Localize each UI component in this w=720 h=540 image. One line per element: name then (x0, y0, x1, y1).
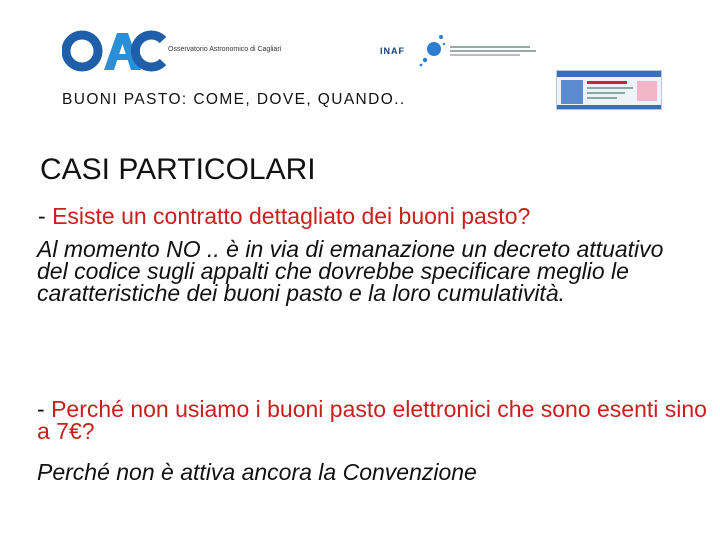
inaf-logo-text: INAF (380, 46, 405, 56)
meal-ticket-graphic (557, 71, 661, 109)
answer-1: Al momento NO .. è in via di emanazione un decreto attuativo del codice sugli appalti che dovrebbe specificare meglio le caratteristiche dei buoni pasto e la loro cumulatività. (37, 236, 664, 306)
oac-logo-subtitle: Osservatorio Astronomico di Cagliari (168, 46, 282, 53)
oac-logo-letters (62, 28, 166, 81)
question-1 (38, 205, 530, 228)
oac-logo (62, 28, 294, 76)
inaf-logo (380, 28, 540, 70)
page-subtitle: BUONI PASTO: COME, DOVE, QUANDO.. (62, 91, 406, 108)
question-1-text: Esiste un contratto dettagliato dei buoni pasto? (52, 203, 531, 229)
answer-2: Perché non è attiva ancora la Convenzione (37, 459, 477, 485)
question-2-dash: - (37, 396, 52, 422)
page-title: CASI PARTICOLARI (40, 153, 316, 186)
meal-ticket-image (556, 70, 662, 110)
question-2-text: Perché non usiamo i buoni pasto elettronici che sono esenti sino a 7€? (37, 396, 707, 444)
oac-logo-mark (62, 28, 166, 74)
inaf-star-icon (416, 32, 448, 68)
question-1-dash: - (38, 203, 53, 229)
inaf-logo-fineprint (450, 44, 540, 58)
question-2 (37, 398, 707, 442)
